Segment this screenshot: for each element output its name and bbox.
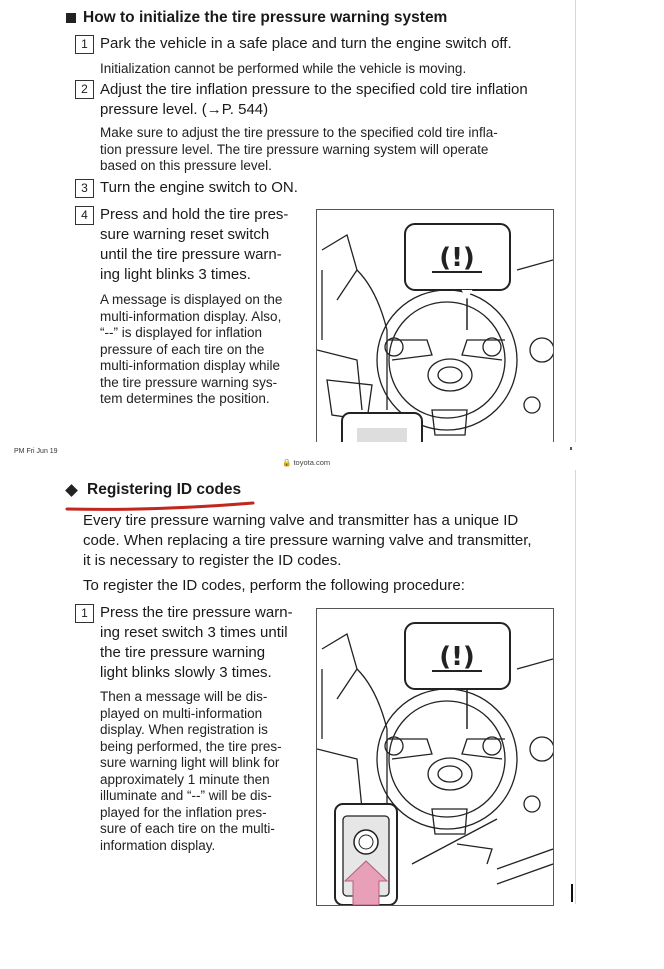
status-time: PM Fri Jun 19: [14, 448, 58, 455]
section-heading: Registering ID codes: [65, 481, 241, 499]
manual-page-top: [13, 0, 575, 442]
step-number: 2: [75, 80, 94, 99]
status-indicator-icon: [570, 447, 572, 450]
step-number: 3: [75, 179, 94, 198]
step-number: 4: [75, 206, 94, 225]
step-number: 1: [75, 35, 94, 54]
step-text: Park the vehicle in a safe place and turn the engine switch off.: [100, 35, 512, 52]
svg-text:(!): (!): [439, 243, 475, 273]
dashboard-illustration: [316, 608, 554, 906]
lock-icon: 🔒: [282, 458, 292, 467]
section-heading: How to initialize the tire pressure warning system: [66, 9, 447, 27]
dashboard-illustration: [316, 209, 554, 444]
svg-text:(!): (!): [439, 642, 475, 672]
step-note: Make sure to adjust the tire pressure to the specified cold tire infla- tion pressure level. The tire pressure warning system will operate based on this pressure level.: [100, 125, 498, 173]
step-text: Press the tire pressure warn- ing reset switch 3 times until the tire pressure warning light blinks slowly 3 times.: [100, 604, 293, 681]
step-note: Then a message will be dis- played on multi-information display. When registration is being performed, the tire pres- sure warning light will blink for approximately 1 minute then illuminate and “--” will be dis- played for the inflation pres- sure of each tire on the multi- information display.: [100, 689, 282, 853]
procedure-line: To register the ID codes, perform the following procedure:: [83, 577, 465, 594]
manual-page-bottom: [13, 470, 575, 904]
steering-wheel-icon: [317, 609, 553, 905]
page-edge: [575, 0, 576, 442]
bullet-diamond-icon: [65, 484, 78, 497]
steering-wheel-icon: [317, 210, 553, 443]
scrollbar-thumb[interactable]: [571, 884, 573, 902]
step-text: Turn the engine switch to ON.: [100, 179, 298, 196]
browser-status-bar: [0, 442, 664, 470]
step-text: Press and hold the tire pres- sure warning reset switch until the tire pressure warn- ing light blinks 3 times.: [100, 206, 289, 283]
step-note: A message is displayed on the multi-information display. Also, “--” is displayed for inflation pressure of each tire on the multi-information display while the tire pressure warning sys- tem determines the position.: [100, 292, 283, 406]
page-edge: [575, 470, 576, 904]
intro-paragraph: Every tire pressure warning valve and transmitter has a unique ID code. When replacing a tire pressure warning valve and transmitter, it is necessary to register the ID codes.: [83, 512, 532, 569]
step-note: Initialization cannot be performed while the vehicle is moving.: [100, 61, 467, 76]
url-label[interactable]: 🔒 toyota.com: [282, 458, 331, 467]
bullet-square-icon: [66, 13, 76, 23]
step-number: 1: [75, 604, 94, 623]
step-text: Adjust the tire inflation pressure to the specified cold tire inflation pressure level. (→P. 544): [100, 81, 528, 118]
